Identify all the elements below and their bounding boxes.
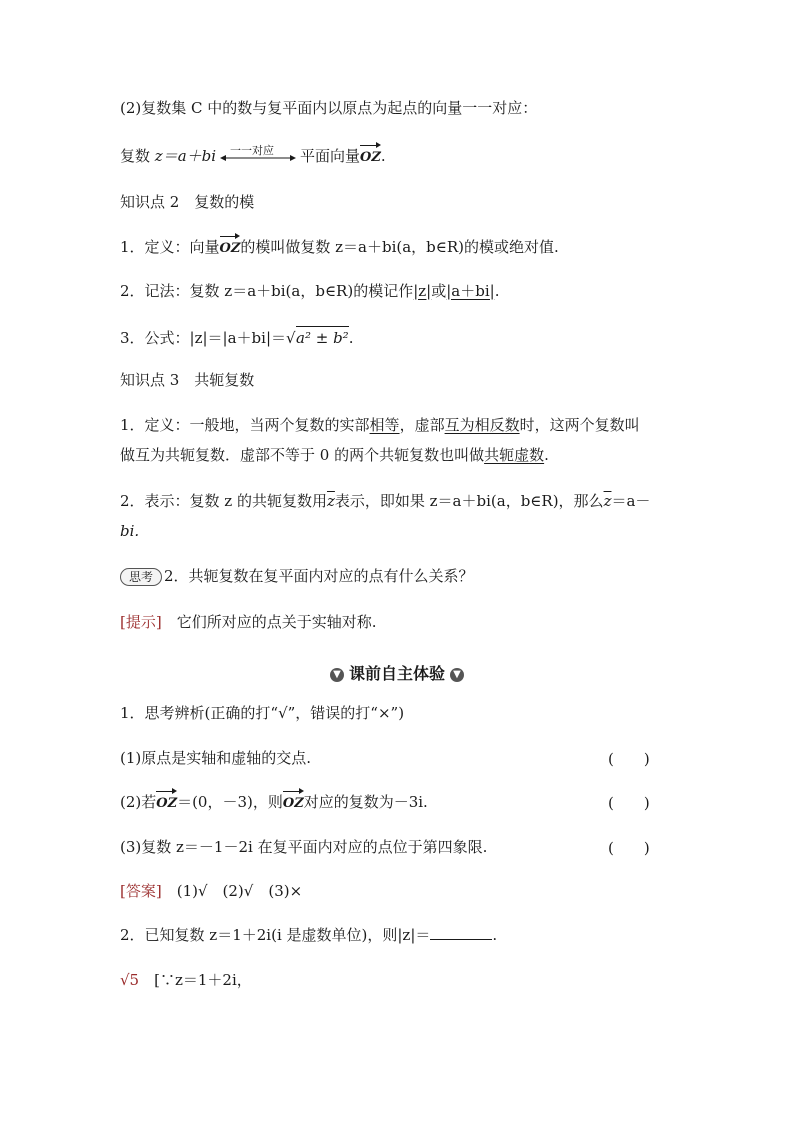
kp3-rep1-b: 表示，即如果 z＝a＋bi(a，b∈R)，那么 (334, 492, 604, 510)
think-badge: 思考 (120, 568, 162, 586)
formula-end: . (348, 329, 354, 347)
q1-item-1-text: (1)原点是实轴和虚轴的交点. (120, 749, 312, 767)
arrow-label: 一一对应 (230, 144, 275, 157)
think-question (120, 566, 474, 586)
think-text: 2．共轭复数在复平面内对应的点有什么关系？ (164, 567, 474, 585)
hint-text: 它们所对应的点关于实轴对称. (176, 613, 377, 631)
q1-item-3 (120, 837, 487, 857)
sqrt-radicand: a² ± b² (296, 326, 349, 348)
kp3-definition-line2 (120, 445, 549, 465)
kp3-def1-b: ，虚部 (399, 416, 445, 434)
mapping-line (120, 146, 386, 168)
mapping-end: . (380, 147, 386, 165)
mapping-tail: 平面向量 (300, 147, 361, 165)
double-arrow-icon (220, 153, 296, 163)
q2-solution (120, 970, 252, 990)
underline-opposite: 互为相反数 (444, 416, 520, 434)
kp3-representation-line2: bi. (120, 522, 140, 540)
q1-item-2-c: 对应的复数为－3i. (303, 793, 428, 811)
kp2-title: 知识点 2 复数的模 (120, 193, 255, 211)
kp2-formula-a: 3．公式：|z|＝|a＋bi|＝ (120, 329, 287, 347)
kp2-definition (120, 237, 559, 259)
mapping-z: z (154, 147, 163, 165)
notation-or: 或 (431, 282, 447, 300)
q1-item-2 (120, 792, 428, 814)
mapping-lead: 复数 (120, 147, 155, 165)
kp3-representation-line1 (120, 491, 650, 511)
kp2-notation-a: 2．记法：复数 z＝a＋bi(a，b∈R)的模记作 (120, 282, 414, 300)
q2-stem-a: 2．已知复数 z＝1＋2i(i 是虚数单位)，则|z|＝ (120, 926, 431, 944)
q1-item-2-b: ＝(0，－3)，则 (177, 793, 283, 811)
vector-oz: OZ (360, 148, 381, 168)
q2-stem (120, 925, 497, 945)
kp3-rep1-c: ＝a－ (611, 492, 651, 510)
q1-item-1 (120, 748, 311, 768)
kp3-def1-a: 1．定义：一般地，当两个复数的实部 (120, 416, 370, 434)
underline-equal: 相等 (369, 416, 400, 434)
vector-oz: OZ (220, 239, 241, 259)
vector-oz: OZ (156, 794, 177, 814)
kp2-def-b: 的模叫做复数 z＝a＋bi(a，b∈R)的模或绝对值. (240, 238, 559, 256)
answer-paren: ( ) (608, 750, 650, 768)
q2-stem-b: . (492, 926, 498, 944)
sqrt-icon: √ (286, 329, 296, 347)
answer-blank (430, 939, 492, 940)
kp3-definition-line1 (120, 415, 640, 435)
chevron-down-icon: ▼ (450, 668, 464, 682)
kp3-title: 知识点 3 共轭复数 (120, 371, 255, 389)
mapping-expr: ＝a＋bi (162, 147, 217, 165)
z-bar: $\overline{z}$ (326, 492, 335, 510)
q1-item-2-a: (2)若 (120, 793, 157, 811)
hint-line (120, 612, 377, 632)
q1-item-3-text: (3)复数 z＝－1－2i 在复平面内对应的点位于第四象限. (120, 838, 488, 856)
answer-paren: ( ) (608, 839, 650, 857)
kp3-def2-a: 做互为共轭复数．虚部不等于 0 的两个共轭复数也叫做 (120, 446, 485, 464)
notation-abs-abi: |a＋bi| (446, 282, 495, 300)
chevron-down-icon: ▼ (330, 668, 344, 682)
q2-work: [∵z＝1＋2i， (154, 971, 252, 989)
hint-label: [提示] (120, 613, 162, 631)
section-title-text: 课前自主体验 (348, 664, 445, 683)
underline-conjugate-imaginary: 共轭虚数 (484, 446, 545, 464)
answer-paren: ( ) (608, 794, 650, 812)
kp2-def-a: 1．定义：向量 (120, 238, 220, 256)
section-title (0, 661, 794, 684)
kp2-notation (120, 281, 499, 301)
q1-answer (120, 881, 302, 901)
q1-stem: 1．思考辨析(正确的打“√”，错误的打“×”) (120, 704, 405, 722)
notation-abs-z: |z| (413, 282, 432, 300)
answer-text: (1)√ (2)√ (3)× (176, 882, 303, 900)
kp2-formula (120, 326, 353, 348)
kp3-rep1-a: 2．表示：复数 z 的共轭复数用 (120, 492, 327, 510)
vector-oz: OZ (283, 794, 304, 814)
paragraph-correspondence: (2)复数集 C 中的数与复平面内以原点为起点的向量一一对应： (120, 99, 538, 117)
one-to-one-arrow (220, 144, 296, 167)
kp3-def1-c: 时，这两个复数叫 (519, 416, 640, 434)
notation-end: . (494, 282, 500, 300)
answer-label: [答案] (120, 882, 162, 900)
sqrt-expression (286, 326, 349, 348)
q2-answer: √5 (120, 971, 140, 989)
z-bar: $\overline{z}$ (603, 492, 612, 510)
kp3-def2-b: . (544, 446, 549, 464)
